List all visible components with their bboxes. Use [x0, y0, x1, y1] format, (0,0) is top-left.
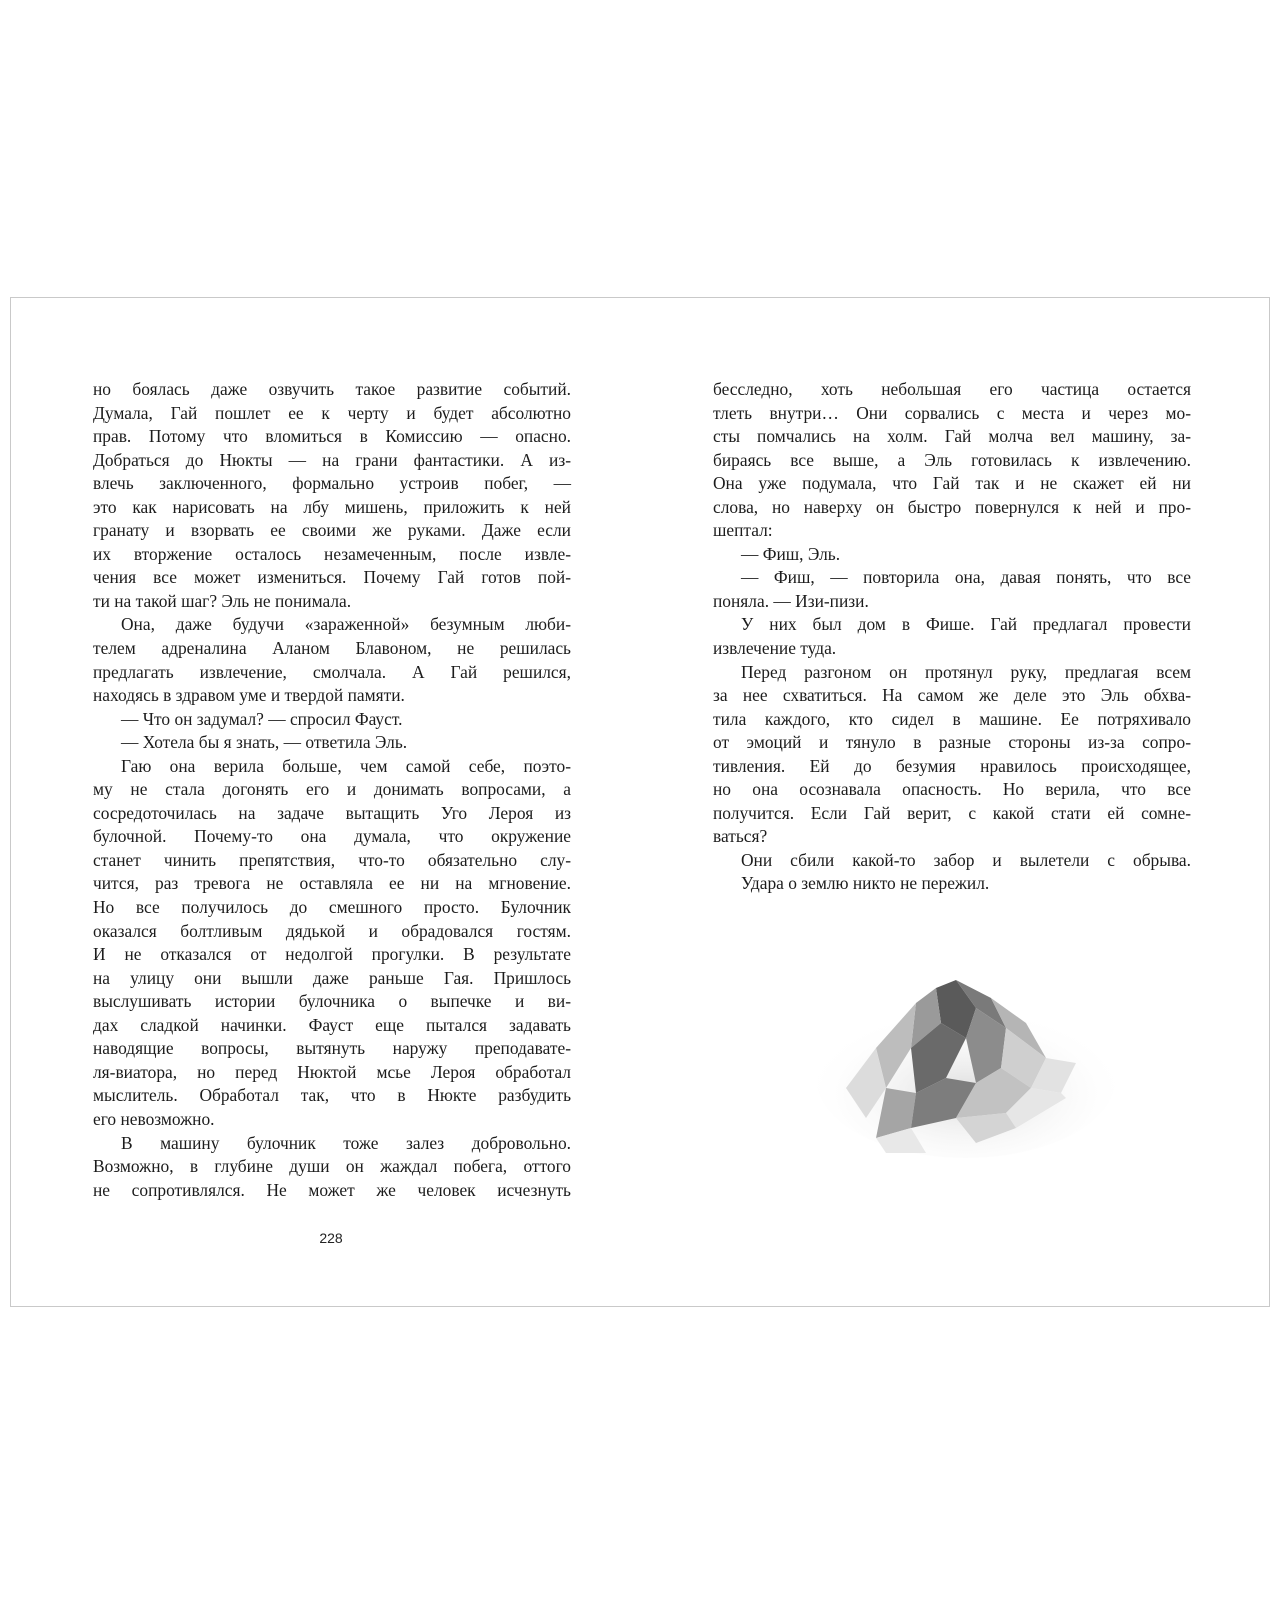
text-line: бираясь все выше, а Эль готовилась к извлечению.: [713, 449, 1191, 470]
text-line: чения все может измениться. Почему Гай готов пой-: [93, 567, 571, 588]
text-line: телем адреналина Аланом Блавоном, не решилась: [93, 638, 571, 659]
text-line: его невозможно.: [93, 1108, 215, 1129]
text-line: — Фиш, — повторила она, давая понять, что все: [741, 567, 1191, 588]
text-line: сты помчались на холм. Гай молча вел машину, за-: [713, 426, 1191, 447]
text-line: Думала, Гай пошлет ее к черту и будет абсолютно: [93, 402, 571, 423]
text-line: извлечение туда.: [713, 638, 837, 659]
text-line: В машину булочник тоже залез добровольно.: [121, 1132, 571, 1153]
left-page-text: [93, 378, 571, 1202]
page-number: 228: [319, 1230, 343, 1246]
text-line: выслушивать истории булочника о выпечке и ви-: [93, 991, 571, 1012]
text-line: тивления. Ей до безумия нравилось происходящее,: [713, 755, 1191, 776]
text-line: влечь заключенного, формально устроив побег, —: [93, 473, 571, 494]
text-line: от эмоций и тянуло в разные стороны из-за сопро-: [713, 732, 1191, 753]
text-line: за нее схватиться. На самом же деле это Эль обхва-: [713, 685, 1191, 706]
text-line: но боялась даже озвучить такое развитие событий.: [93, 379, 571, 399]
text-line: Но все получилось до смешного просто. Булочник: [93, 897, 571, 918]
text-line: Гаю она верила больше, чем самой себе, поэто-: [121, 755, 571, 776]
text-line: станет чинить препятствия, что-то обязательно слу-: [93, 849, 571, 870]
text-line: чится, раз тревога не оставляла ее ни на мгновение.: [93, 873, 571, 894]
text-line: тлеть внутри… Они сорвались с места и через мо-: [713, 402, 1191, 423]
text-line: это как нарисовать на лбу мишень, приложить к ней: [93, 496, 571, 517]
text-line: бесследно, хоть небольшая его частица остается: [713, 379, 1191, 399]
text-line: Она уже подумала, что Гай так и не скажет ей ни: [713, 473, 1191, 494]
text-line: Перед разгоном он протянул руку, предлагая всем: [741, 661, 1191, 682]
text-line: ля-виатора, но перед Нюктой мсье Лероя обработал: [93, 1061, 571, 1082]
text-line: шептал:: [713, 520, 773, 541]
book-spread: [10, 297, 1270, 1307]
text-line: — Хотела бы я знать, — ответила Эль.: [121, 732, 408, 753]
text-line: наводящие вопросы, вытянуть наружу преподавате-: [93, 1038, 571, 1059]
right-page-text: [713, 378, 1191, 896]
text-line: ваться?: [713, 826, 768, 847]
text-line: И не отказался от недолгой прогулки. В результате: [93, 944, 571, 965]
text-line: — Что он задумал? — спросил Фауст.: [121, 708, 403, 729]
mountain-illustration: [816, 968, 1116, 1158]
text-line: оказался болтливым дядькой и обрадовался гостям.: [93, 920, 571, 941]
text-line: Возможно, в глубине души он жаждал побега, оттого: [93, 1156, 571, 1177]
text-line: не сопротивлялся. Не может же человек исчезнуть: [93, 1179, 571, 1200]
text-line: предлагать извлечение, смолчала. А Гай решился,: [93, 661, 571, 682]
text-line: получится. Если Гай верит, с какой стати ей сомне-: [713, 802, 1191, 823]
text-line: их вторжение осталось незамеченным, после извле-: [93, 543, 571, 564]
text-line: находясь в здравом уме и твердой памяти.: [93, 685, 405, 706]
text-line: мыслитель. Обработал так, что в Нюкте разбудить: [93, 1085, 571, 1106]
text-line: сосредоточилась на задаче вытащить Уго Лероя из: [93, 802, 571, 823]
text-line: слова, но наверху он быстро повернулся к ней и про-: [713, 496, 1191, 517]
text-line: Добраться до Нюкты — на грани фантастики. А из-: [93, 449, 571, 470]
text-line: поняла. — Изи-пизи.: [713, 590, 869, 611]
text-line: — Фиш, Эль.: [741, 543, 841, 564]
text-line: Они сбили какой-то забор и вылетели с обрыва.: [741, 849, 1191, 870]
text-line: Удара о землю никто не пережил.: [741, 873, 990, 894]
text-line: булочной. Почему-то она думала, что окружение: [93, 826, 571, 847]
text-line: Она, даже будучи «зараженной» безумным люби-: [121, 614, 571, 635]
text-line: У них был дом в Фише. Гай предлагал провести: [741, 614, 1191, 635]
text-line: дах сладкой начинки. Фауст еще пытался задавать: [93, 1014, 571, 1035]
text-line: прав. Потому что вломиться в Комиссию — опасно.: [93, 426, 571, 447]
text-line: но она осознавала опасность. Но верила, что все: [713, 779, 1191, 800]
text-line: му не стала догонять его и донимать вопросами, а: [93, 779, 571, 800]
text-line: гранату и взорвать ее своими же руками. Даже если: [93, 520, 571, 541]
text-line: на улицу они вышли даже раньше Гая. Пришлось: [93, 967, 571, 988]
text-line: ти на такой шаг? Эль не понимала.: [93, 590, 352, 611]
text-line: тила каждого, кто сидел в машине. Ее потряхивало: [713, 708, 1191, 729]
